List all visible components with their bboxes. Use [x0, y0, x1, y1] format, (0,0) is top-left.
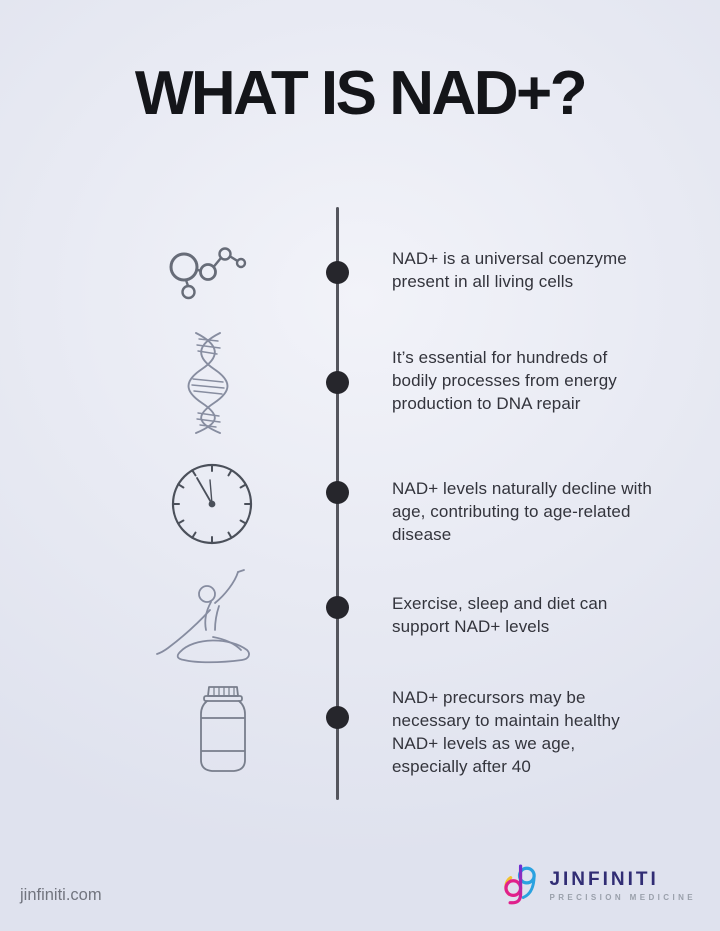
jinfiniti-logo	[498, 862, 696, 910]
timeline-item-text: NAD+ levels naturally decline with age, contributing to age-related disease	[392, 479, 652, 544]
logo-name: JINFINITI	[549, 868, 659, 890]
logo-tagline: PRECISION MEDICINE	[549, 893, 696, 903]
timeline-item-text: It’s essential for hundreds of bodily processes from energy production to DNA repair	[392, 348, 617, 413]
timeline-item-text: NAD+ is a universal coenzyme present in all living cells	[392, 249, 627, 291]
website-url: jinfiniti.com	[20, 886, 102, 904]
timeline-item-text: NAD+ precursors may be necessary to maintain healthy NAD+ levels as we age, especially after 40	[392, 688, 620, 776]
jinfiniti-logo-text	[549, 870, 696, 903]
timeline-dot	[326, 371, 349, 394]
timeline-dot	[326, 261, 349, 284]
molecule-icon	[156, 233, 268, 315]
timeline-dot	[326, 596, 349, 619]
timeline-item-text: Exercise, sleep and diet can support NAD+ levels	[392, 594, 608, 636]
yoga-icon	[150, 567, 274, 669]
clock-icon	[169, 461, 255, 547]
timeline-dot	[326, 706, 349, 729]
timeline-dot	[326, 481, 349, 504]
jinfiniti-logo-icon	[498, 862, 540, 910]
page-title: WHAT IS NAD+?	[134, 59, 586, 128]
dna-icon	[162, 329, 254, 435]
supplement-bottle-icon	[197, 684, 249, 774]
